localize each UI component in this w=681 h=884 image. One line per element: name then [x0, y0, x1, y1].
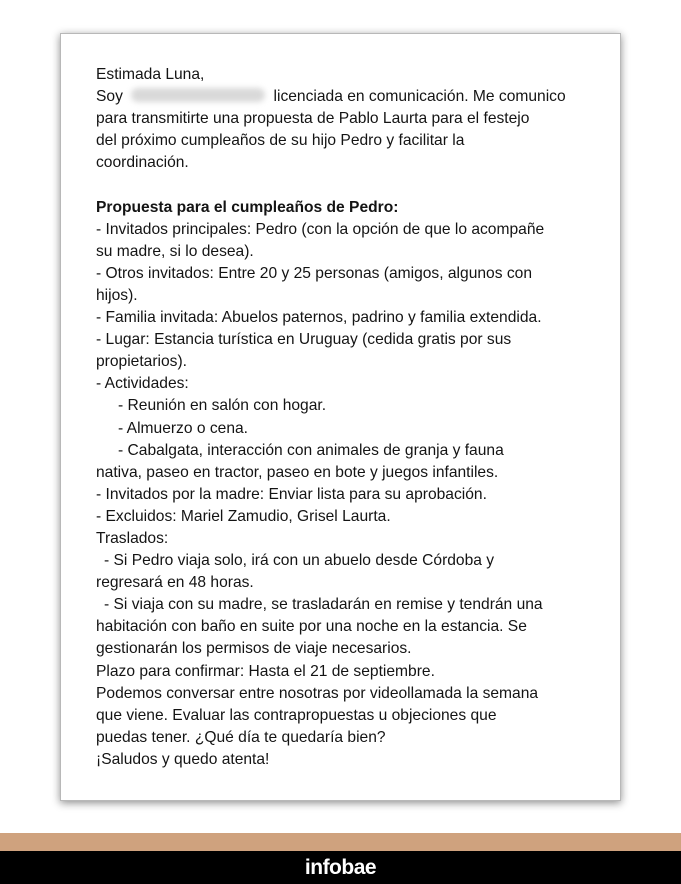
redacted-name	[131, 88, 265, 102]
footer-accent-band	[0, 833, 681, 851]
intro-prefix: Soy	[96, 88, 128, 106]
transfer-item: - Si viaja con su madre, se trasladarán en remise y tendrán una	[104, 596, 543, 614]
letter-closing: ¡Saludos y quedo atenta!	[96, 750, 270, 768]
letter-line: - Invitados principales: Pedro (con la opción de que lo acompañe	[96, 220, 545, 238]
letter-line: hijos).	[96, 286, 138, 304]
letter-line: que viene. Evaluar las contrapropuestas u objeciones que	[96, 706, 497, 724]
letter-body	[96, 64, 600, 771]
activity-item: - Reunión en salón con hogar.	[118, 397, 327, 415]
letter-line: - Otros invitados: Entre 20 y 25 personas (amigos, algunos con	[96, 264, 532, 282]
letter-line: Traslados:	[96, 529, 169, 547]
letter-line: - Familia invitada: Abuelos paternos, padrino y familia extendida.	[96, 309, 542, 327]
letter-line: propietarios).	[96, 353, 188, 371]
intro-line: coordinación.	[96, 154, 189, 172]
letter-line: puedas tener. ¿Qué día te quedaría bien?	[96, 728, 386, 746]
blank-line	[96, 174, 600, 196]
intro-line: para transmitirte una propuesta de Pablo Laurta para el festejo	[96, 110, 530, 128]
letter-line: - Invitados por la madre: Enviar lista para su aprobación.	[96, 485, 487, 503]
footer-bar	[0, 851, 681, 884]
infobae-logo: infobae	[304, 855, 377, 879]
intro-line	[96, 86, 600, 108]
letter-document	[60, 33, 621, 801]
letter-line: - Excluidos: Mariel Zamudio, Grisel Laurta.	[96, 507, 391, 525]
letter-line: su madre, si lo desea).	[96, 242, 254, 260]
intro-line: del próximo cumpleaños de su hijo Pedro y facilitar la	[96, 132, 465, 150]
letter-line: Plazo para confirmar: Hasta el 21 de septiembre.	[96, 662, 435, 680]
intro-suffix: licenciada en comunicación. Me comunico	[269, 88, 566, 106]
transfer-item: - Si Pedro viaja solo, irá con un abuelo desde Córdoba y	[104, 552, 495, 570]
activity-item: - Almuerzo o cena.	[118, 419, 249, 437]
letter-line: regresará en 48 horas.	[96, 574, 254, 592]
letter-line: nativa, paseo en tractor, paseo en bote y juegos infantiles.	[96, 463, 499, 481]
letter-line: gestionarán los permisos de viaje necesarios.	[96, 640, 412, 658]
activity-item: - Cabalgata, interacción con animales de granja y fauna	[118, 441, 504, 459]
letter-line: - Lugar: Estancia turística en Uruguay (cedida gratis por sus	[96, 331, 512, 349]
letter-line: habitación con baño en suite por una noche en la estancia. Se	[96, 618, 527, 636]
greeting: Estimada Luna,	[96, 66, 205, 83]
proposal-heading: Propuesta para el cumpleaños de Pedro:	[96, 198, 399, 216]
letter-line: - Actividades:	[96, 375, 189, 393]
letter-line: Podemos conversar entre nosotras por videollamada la semana	[96, 684, 539, 702]
